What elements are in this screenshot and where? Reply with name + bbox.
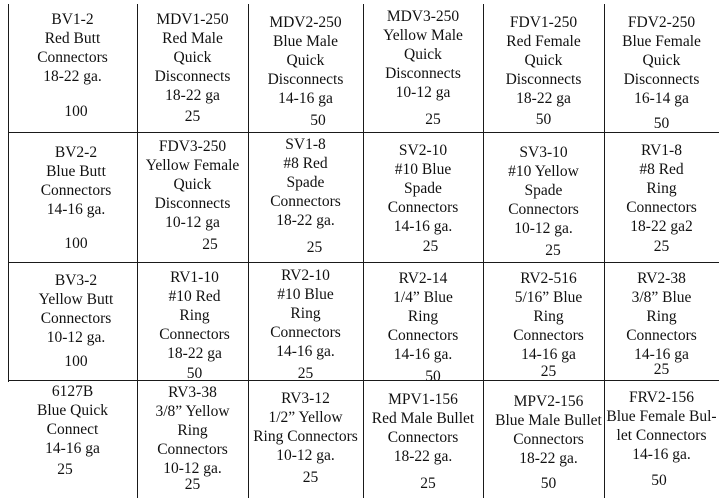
part-description: FRV2-156 Blue Female Bul- let Connectors 14-16 ga. [606, 389, 717, 463]
part-quantity: 50 [310, 112, 326, 129]
part-description: BV2-2 Blue Butt Connectors 14-16 ga. [40, 144, 112, 218]
part-cell [137, 137, 248, 232]
part-quantity: 50 [186, 365, 203, 382]
part-cell [8, 143, 144, 219]
part-description: FDV3-250 Yellow Female Quick Disconnects 10-12 ga [145, 138, 240, 231]
part-description: RV3-12 1/2” Yellow Ring Connectors 10-12 ga. [253, 390, 358, 464]
part-description: RV3-38 3/8” Yellow Ring Connectors 10-12 ga. [155, 384, 230, 477]
part-description: BV3-2 Yellow Butt Connectors 10-12 ga. [38, 272, 114, 346]
part-quantity: 25 [540, 363, 557, 380]
part-description: SV1-8 #8 Red Spade Connectors 18-22 ga. [270, 136, 341, 229]
part-cell [363, 141, 483, 236]
part-cell [248, 135, 363, 230]
part-cell [604, 388, 719, 464]
parts-table [8, 4, 719, 498]
part-quantity: 25 [57, 461, 73, 478]
part-cell [8, 10, 137, 86]
part-cell [363, 269, 483, 364]
part-description: BV1-2 Red Butt Connectors 18-22 ga. [37, 11, 108, 85]
part-quantity: 100 [64, 103, 88, 120]
part-quantity: 25 [297, 365, 314, 382]
part-cell [8, 382, 137, 458]
part-quantity: 50 [535, 111, 552, 128]
part-cell [483, 392, 614, 468]
part-quantity: 25 [184, 476, 201, 493]
part-description: RV1-10 #10 Red Ring Connectors 18-22 ga [159, 269, 230, 362]
part-quantity: 25 [302, 469, 319, 486]
part-description: MPV1-156 Red Male Bullet Connectors 18-22 ga. [371, 391, 475, 465]
part-quantity: 100 [64, 235, 88, 252]
part-description: 6127B Blue Quick Connect 14-16 ga [36, 383, 109, 457]
part-quantity: 25 [545, 242, 561, 259]
part-cell [483, 143, 604, 238]
part-description: RV2-14 1/4” Blue Ring Connectors 14-16 ga. [387, 270, 459, 363]
part-description: MPV2-156 Blue Male Bullet Connectors 18-22 ga. [495, 393, 602, 467]
part-description: FDV1-250 Red Female Quick Disconnects 18-22 ga [505, 14, 582, 107]
part-quantity: 50 [540, 475, 557, 492]
part-description: RV2-516 5/16” Blue Ring Connectors 14-16 ga [513, 270, 584, 363]
part-quantity: 25 [306, 239, 323, 256]
part-quantity: 25 [202, 236, 218, 253]
part-cell [137, 10, 248, 105]
part-quantity: 50 [651, 472, 667, 489]
part-cell [483, 13, 604, 108]
part-cell [8, 271, 144, 347]
part-quantity: 25 [422, 238, 439, 255]
part-description: MDV2-250 Blue Male Quick Disconnects 14-16 ga [267, 14, 344, 107]
part-quantity: 25 [425, 111, 441, 128]
part-cell [363, 7, 483, 102]
part-quantity: 25 [653, 361, 670, 378]
part-description: RV1-8 #8 Red Ring Connectors 18-22 ga2 [626, 142, 697, 235]
part-description: RV2-10 #10 Blue Ring Connectors 14-16 ga. [270, 267, 341, 360]
part-cell [248, 389, 363, 465]
part-quantity: 25 [184, 108, 201, 125]
part-description: RV2-38 3/8” Blue Ring Connectors 14-16 ga [626, 270, 697, 363]
part-description: MDV3-250 Yellow Male Quick Disconnects 10-12 ga [383, 8, 463, 101]
part-cell [604, 141, 719, 236]
part-cell [248, 266, 363, 361]
part-cell [137, 268, 252, 363]
part-cell [137, 383, 248, 478]
part-quantity: 50 [425, 368, 441, 385]
part-cell [483, 269, 614, 364]
part-quantity: 100 [64, 353, 88, 370]
part-quantity: 25 [420, 475, 436, 492]
part-description: FDV2-250 Blue Female Quick Disconnects 16-14 ga [622, 14, 701, 107]
part-cell [248, 13, 363, 108]
part-description: MDV1-250 Red Male Quick Disconnects 18-22 ga [154, 11, 231, 104]
part-description: SV2-10 #10 Blue Spade Connectors 14-16 ga. [387, 142, 459, 235]
part-cell [363, 390, 483, 466]
part-cell [604, 269, 719, 364]
part-description: SV3-10 #10 Yellow Spade Connectors 10-12 ga. [508, 144, 579, 237]
part-quantity: 25 [653, 238, 670, 255]
part-quantity: 50 [653, 115, 670, 132]
part-cell [604, 13, 719, 108]
